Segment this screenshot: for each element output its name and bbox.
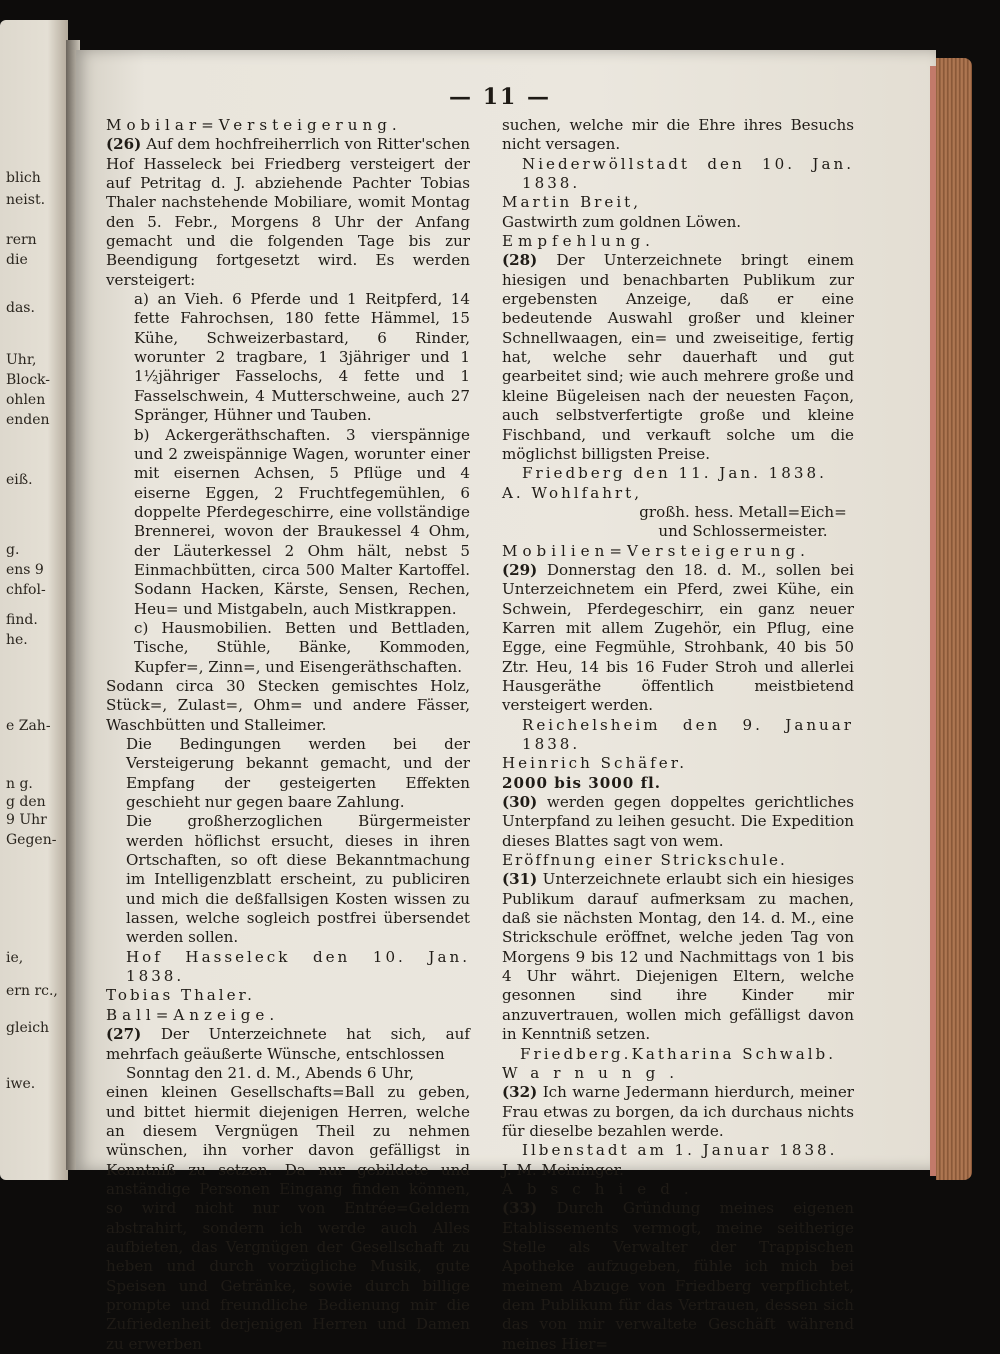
ad-26-item-b: b) Ackergeräthschaften. 3 vierspännige und 2 zweispännige Wagen, worunter einer mit eisernen Achsen, 5 Pflüge und 4 eiserne Eggen, 2 Fruchtfegemühlen, 6 doppelte Pferdegeschirre, eine vollständige Brennerei, wovon der Braukessel 4 Ohm, der Läuterkessel 2 Ohm hält, nebst 5 Einmachbütten, circa 500 Malter Kartoffel. Sodann Hacken, Kärste, Sensen, Rechen, Heu= und Mistgabeln, auch Mistkrappen.: [134, 425, 470, 618]
facing-page-text-fragment: g.: [6, 542, 20, 558]
facing-page-text-fragment: das.: [6, 300, 35, 316]
ad-33: [502, 1199, 854, 1354]
facing-page-text-fragment: Uhr,: [6, 352, 37, 368]
left-column: [106, 116, 470, 1354]
section-heading-mobilar: Mobilar=Versteigerung.: [106, 116, 402, 134]
facing-page-text-fragment: blich: [6, 170, 41, 186]
ad-27-date: Sonntag den 21. d. M., Abends 6 Uhr,: [126, 1063, 415, 1082]
ad-26-paragraph: Sodann circa 30 Stecken gemischtes Holz, Stück=, Zulast=, Ohm= und andere Fässer, Waschbütten und Stalleimer.: [106, 676, 470, 734]
facing-page-text-fragment: Block-: [6, 372, 51, 388]
ad-27-body: einen kleinen Gesellschafts=Ball zu geben, und bittet hiermit diejenigen Herren, welche an diesem Vergnügen Theil zu nehmen wünschen, ihn vorher davon gefälligst in Kenntniß zu setzen. Da nur gebildete und anständige Personen Eingang finden können, so wird nicht nur von Entrée=Geldern abstrahirt, sondern ich werde auch Alles aufbieten, das Vergnügen der Gesellschaft zu heben und durch vorzügliche Musik, gute Speisen und Getränke, sowie durch billige prompte und freundliche Bedienung mir die Zufriedenheit derjenigen Herren und Damen zu erwerben: [106, 1083, 470, 1353]
ad-32-place-date: Ilbenstadt am 1. Januar 1838.: [522, 1141, 838, 1160]
facing-page-text-fragment: eiß.: [6, 472, 33, 488]
ad-26: [106, 135, 470, 290]
facing-page-text-fragment: gleich: [6, 1020, 50, 1036]
book-fore-edge: [936, 58, 972, 1180]
ad-31-place: Friedberg.: [520, 1044, 632, 1063]
ad-32-signer: J. M. Meininger.: [502, 1160, 624, 1179]
ad-text: Der Unterzeichnete bringt einem hiesigen und benachbarten Publikum zur ergebensten Anzeige, daß er eine bedeutende Auswahl großer und kleiner Schnellwaagen, ein= und zweiseitige, fertig hat, welche sehr dauerhaft und gut gearbeitet sind; wie auch mehrere große und kleine Bügeleisen nach der neuesten Façon, auch selbstverfertigte große und kleine Fischband, und verkauft solche um die möglichst billigsten Preise.: [502, 251, 854, 463]
ad-27-signer-title: Gastwirth zum goldnen Löwen.: [502, 212, 742, 231]
ad-28: [502, 251, 854, 464]
ad-26-item-c: c) Hausmobilien. Betten und Bettladen, Tische, Stühle, Bänke, Kommoden, Kupfer=, Zinn=, und Eisengeräthschaften.: [134, 618, 470, 676]
ad-27-place-date: Niederwöllstadt den 10. Jan. 1838.: [522, 154, 854, 193]
ad-number: (29): [502, 560, 538, 579]
facing-page-text-fragment: neist.: [6, 192, 46, 208]
section-heading-mobilien: Mobilien=Versteigerung.: [502, 541, 810, 560]
ad-text: Der Unterzeichnete hat sich, auf mehrfach geäußerte Wünsche, entschlossen: [106, 1025, 470, 1063]
ad-27: [106, 1025, 470, 1064]
ad-text: werden gegen doppeltes gerichtliches Unterpfand zu leihen gesucht. Die Expedition dieses Blattes sagt von wem.: [502, 793, 854, 850]
ad-27-signer: Martin Breit,: [502, 193, 642, 212]
facing-page-text-fragment: ohlen: [6, 392, 46, 408]
ad-30: [502, 793, 854, 851]
ad-29-place-date: Reichelsheim den 9. Januar 1838.: [522, 715, 854, 753]
ad-26-item-a: a) an Vieh. 6 Pferde und 1 Reitpferd, 14 fette Fahrochsen, 180 fette Hämmel, 15 Kühe, Schweizerbastard, 6 Rinder, worunter 2 tragbare, 1 3jähriger und 1 1½jähriger Fasselochs, 4 fette und 1 Fasselschwein, 4 Mutterschweine, auch 27 Spränger, Hühner und Tauben.: [134, 290, 470, 425]
ad-number: (33): [502, 1199, 538, 1218]
ad-26-signer: Tobias Thaler.: [106, 986, 255, 1005]
ad-31-signer: Katharina Schwalb.: [631, 1044, 836, 1063]
section-heading-strickschule: Eröffnung einer Strickschule.: [502, 851, 787, 870]
ad-29: [502, 561, 854, 716]
ad-26-paragraph: Die großherzoglichen Bürgermeister werden höflichst ersucht, dieses in ihren Ortschaften, so oft diese Bekanntmachung im Intelligenzblatt erscheint, zu publiciren und mich die deßfallsigen Kosten wissen zu lassen, welche sogleich postfrei übersendet werden sollen.: [126, 812, 470, 947]
right-column: [502, 116, 854, 1354]
ad-number: (28): [502, 251, 538, 270]
ad-number: (30): [502, 793, 538, 812]
facing-page-text-fragment: g den: [6, 794, 46, 810]
facing-page-fragment: [0, 20, 68, 1180]
facing-page-text-fragment: ie,: [6, 950, 24, 966]
ad-number: (31): [502, 870, 538, 889]
ad-26-place-date: Hof Hasseleck den 10. Jan. 1838.: [126, 947, 470, 986]
ad-28-signer-title: großh. hess. Metall=Eich= und Schlossermeister.: [639, 502, 847, 541]
ad-28-signer: A. Wohlfahrt,: [502, 483, 643, 502]
ad-number: (26): [106, 135, 142, 154]
section-heading-ball: Ball=Anzeige.: [106, 1005, 280, 1024]
facing-page-text-fragment: find.: [6, 612, 38, 628]
ad-number: (27): [106, 1025, 142, 1044]
ad-number: (32): [502, 1083, 538, 1102]
facing-page-text-fragment: iwe.: [6, 1076, 36, 1092]
ad-text: Ich warne Jedermann hierdurch, meiner Frau etwas zu borgen, da ich durchaus nichts für dieselbe bezahlen werde.: [502, 1083, 854, 1140]
section-heading-warnung: Warnung.: [502, 1063, 689, 1082]
ad-text: Auf dem hochfreiherrlich von Ritter'schen Hof Hasseleck bei Friedberg versteigert der auf Petritag d. J. abziehende Pachter Tobias Thaler nachstehende Mobiliare, womit Montag den 5. Febr., Morgens 8 Uhr der Anfang gemacht und die folgenden Tage bis zur Beendigung fortgesetzt wird. Es werden versteigert:: [106, 135, 470, 289]
section-heading-loan: 2000 bis 3000 fl.: [502, 773, 662, 792]
ad-text: Durch Gründung meines eigenen Etablissements vermogt, meine seitherige Stelle als Verwalter der Trappischen Apotheke aufzugeben, fühle ich mich bei meinem Abzuge von Friedberg verpflichtet, dem Publikum für das Vertrauen, dessen sich das von mir verwaltete Geschäft während meines Hier=: [502, 1199, 854, 1353]
facing-page-text-fragment: ens 9: [6, 562, 44, 578]
facing-page-text-fragment: Gegen-: [6, 832, 57, 848]
facing-page-text-fragment: rern: [6, 232, 37, 248]
ad-27-continued: suchen, welche mir die Ehre ihres Besuchs nicht versagen.: [502, 116, 854, 154]
facing-page-text-fragment: 9 Uhr: [6, 812, 47, 828]
page-number: — 11 —: [449, 84, 551, 110]
facing-page-text-fragment: chfol-: [6, 582, 46, 598]
facing-page-text-fragment: he.: [6, 632, 28, 648]
ad-31: [502, 870, 854, 1044]
ad-32: [502, 1083, 854, 1141]
facing-page-text-fragment: enden: [6, 412, 50, 428]
ad-28-place-date: Friedberg den 11. Jan. 1838.: [522, 464, 827, 483]
facing-page-text-fragment: e Zah-: [6, 718, 51, 734]
ad-29-signer: Heinrich Schäfer.: [502, 754, 688, 773]
ad-26-paragraph: Die Bedingungen werden bei der Versteigerung bekannt gemacht, und der Empfang der gesteigerten Effekten geschieht nur gegen baare Zahlung.: [126, 735, 470, 812]
section-heading-abschied: Abschied.: [502, 1179, 703, 1198]
section-heading-empfehlung: Empfehlung.: [502, 232, 655, 251]
facing-page-text-fragment: n g.: [6, 776, 33, 792]
ad-text: Donnerstag den 18. d. M., sollen bei Unterzeichnetem ein Pferd, zwei Kühe, ein Schwein, Pferdegeschirr, ein ganz neuer Karren mit allem Zugehör, ein Pflug, eine Egge, eine Fegmühle, Strohbank, 40 bis 50 Ztr. Heu, 14 bis 16 Fuder Stroh und allerlei Hausgeräthe öffentlich meistbietend versteigert werden.: [502, 560, 854, 715]
facing-page-text-fragment: die: [6, 252, 28, 268]
ad-31-signature-line: [502, 1045, 854, 1064]
facing-page-text-fragment: ern rc.,: [6, 983, 58, 999]
ad-text: Unterzeichnete erlaubt sich ein hiesiges Publikum darauf aufmerksam zu machen, daß sie nächsten Montag, den 14. d. M., eine Strickschule eröffnet, welche jeden Tag von Morgens 9 bis 12 und Nachmittags von 1 bis 4 Uhr währt. Diejenigen Eltern, welche gesonnen sind ihre Kinder mir anzuvertrauen, wollen mich gefälligst davon in Kenntniß setzen.: [502, 870, 854, 1044]
